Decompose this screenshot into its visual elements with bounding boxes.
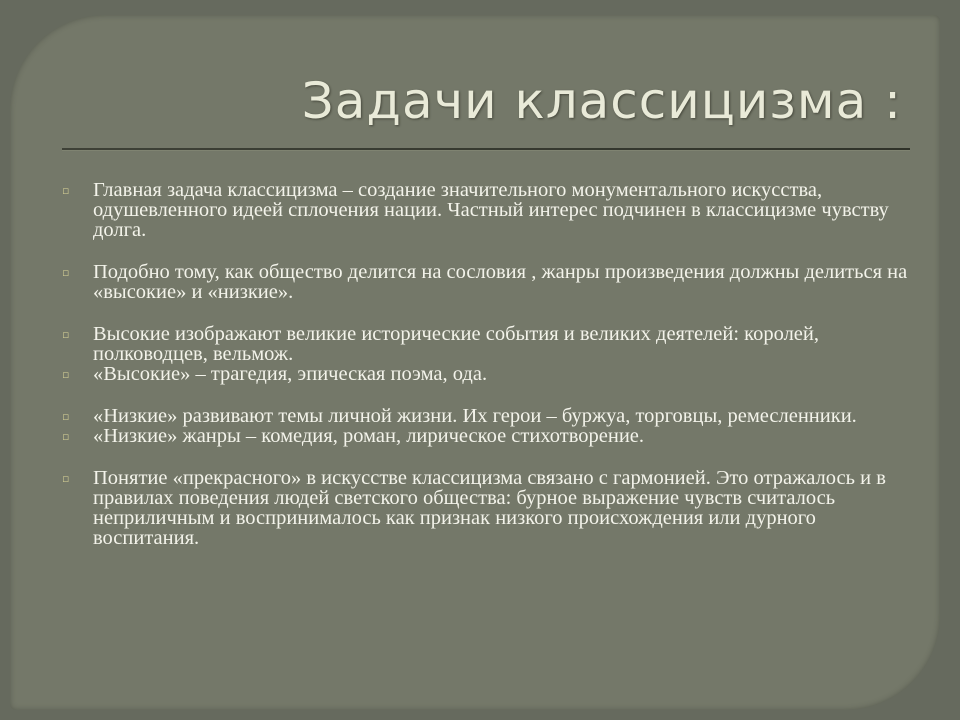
bullet-icon: ▫ — [62, 266, 70, 279]
bullet-icon: ▫ — [62, 472, 70, 485]
paragraph-spacer — [62, 302, 912, 324]
bullet-text: «Низкие» жанры – комедия, роман, лирическое стихотворение. — [93, 425, 645, 447]
slide-title: Задачи классицизма : — [301, 72, 902, 130]
bullet-text: «Высокие» – трагедия, эпическая поэма, ода. — [93, 363, 488, 385]
list-item — [62, 406, 912, 426]
bullet-icon: ▫ — [62, 328, 70, 341]
bullet-text: Подобно тому, как общество делится на сословия , жанры произведения должны делиться на «высокие» и «низкие». — [93, 261, 908, 303]
title-divider — [62, 148, 910, 150]
bullet-text: Понятие «прекрасного» в искусстве классицизма связано с гармонией. Это отражалось и в правилах поведения людей светского общества: бурное выражение чувств считалось неприличным и воспринималось как признак низкого происхождения или дурного воспитания. — [93, 467, 886, 549]
paragraph-spacer — [62, 384, 912, 406]
bullet-icon: ▫ — [62, 430, 70, 443]
bullet-text: «Низкие» развивают темы личной жизни. Их герои – буржуа, торговцы, ремесленники. — [93, 405, 857, 427]
bullet-icon: ▫ — [62, 184, 70, 197]
bullet-icon: ▫ — [62, 410, 70, 423]
bullet-icon: ▫ — [62, 368, 70, 381]
paragraph-spacer — [62, 446, 912, 468]
bullet-text: Главная задача классицизма – создание значительного монументального искусства, одушевленного идеей сплочения нации. Частный интерес подчинен в классицизме чувству долга. — [93, 179, 889, 241]
list-item — [62, 468, 912, 548]
paragraph-spacer — [62, 240, 912, 262]
list-item — [62, 180, 912, 240]
list-item — [62, 364, 912, 384]
bullet-text: Высокие изображают великие исторические события и великих деятелей: королей, полководцев, вельмож. — [93, 323, 819, 365]
list-item — [62, 324, 912, 364]
list-item — [62, 262, 912, 302]
list-item — [62, 426, 912, 446]
bullet-list — [62, 180, 912, 548]
